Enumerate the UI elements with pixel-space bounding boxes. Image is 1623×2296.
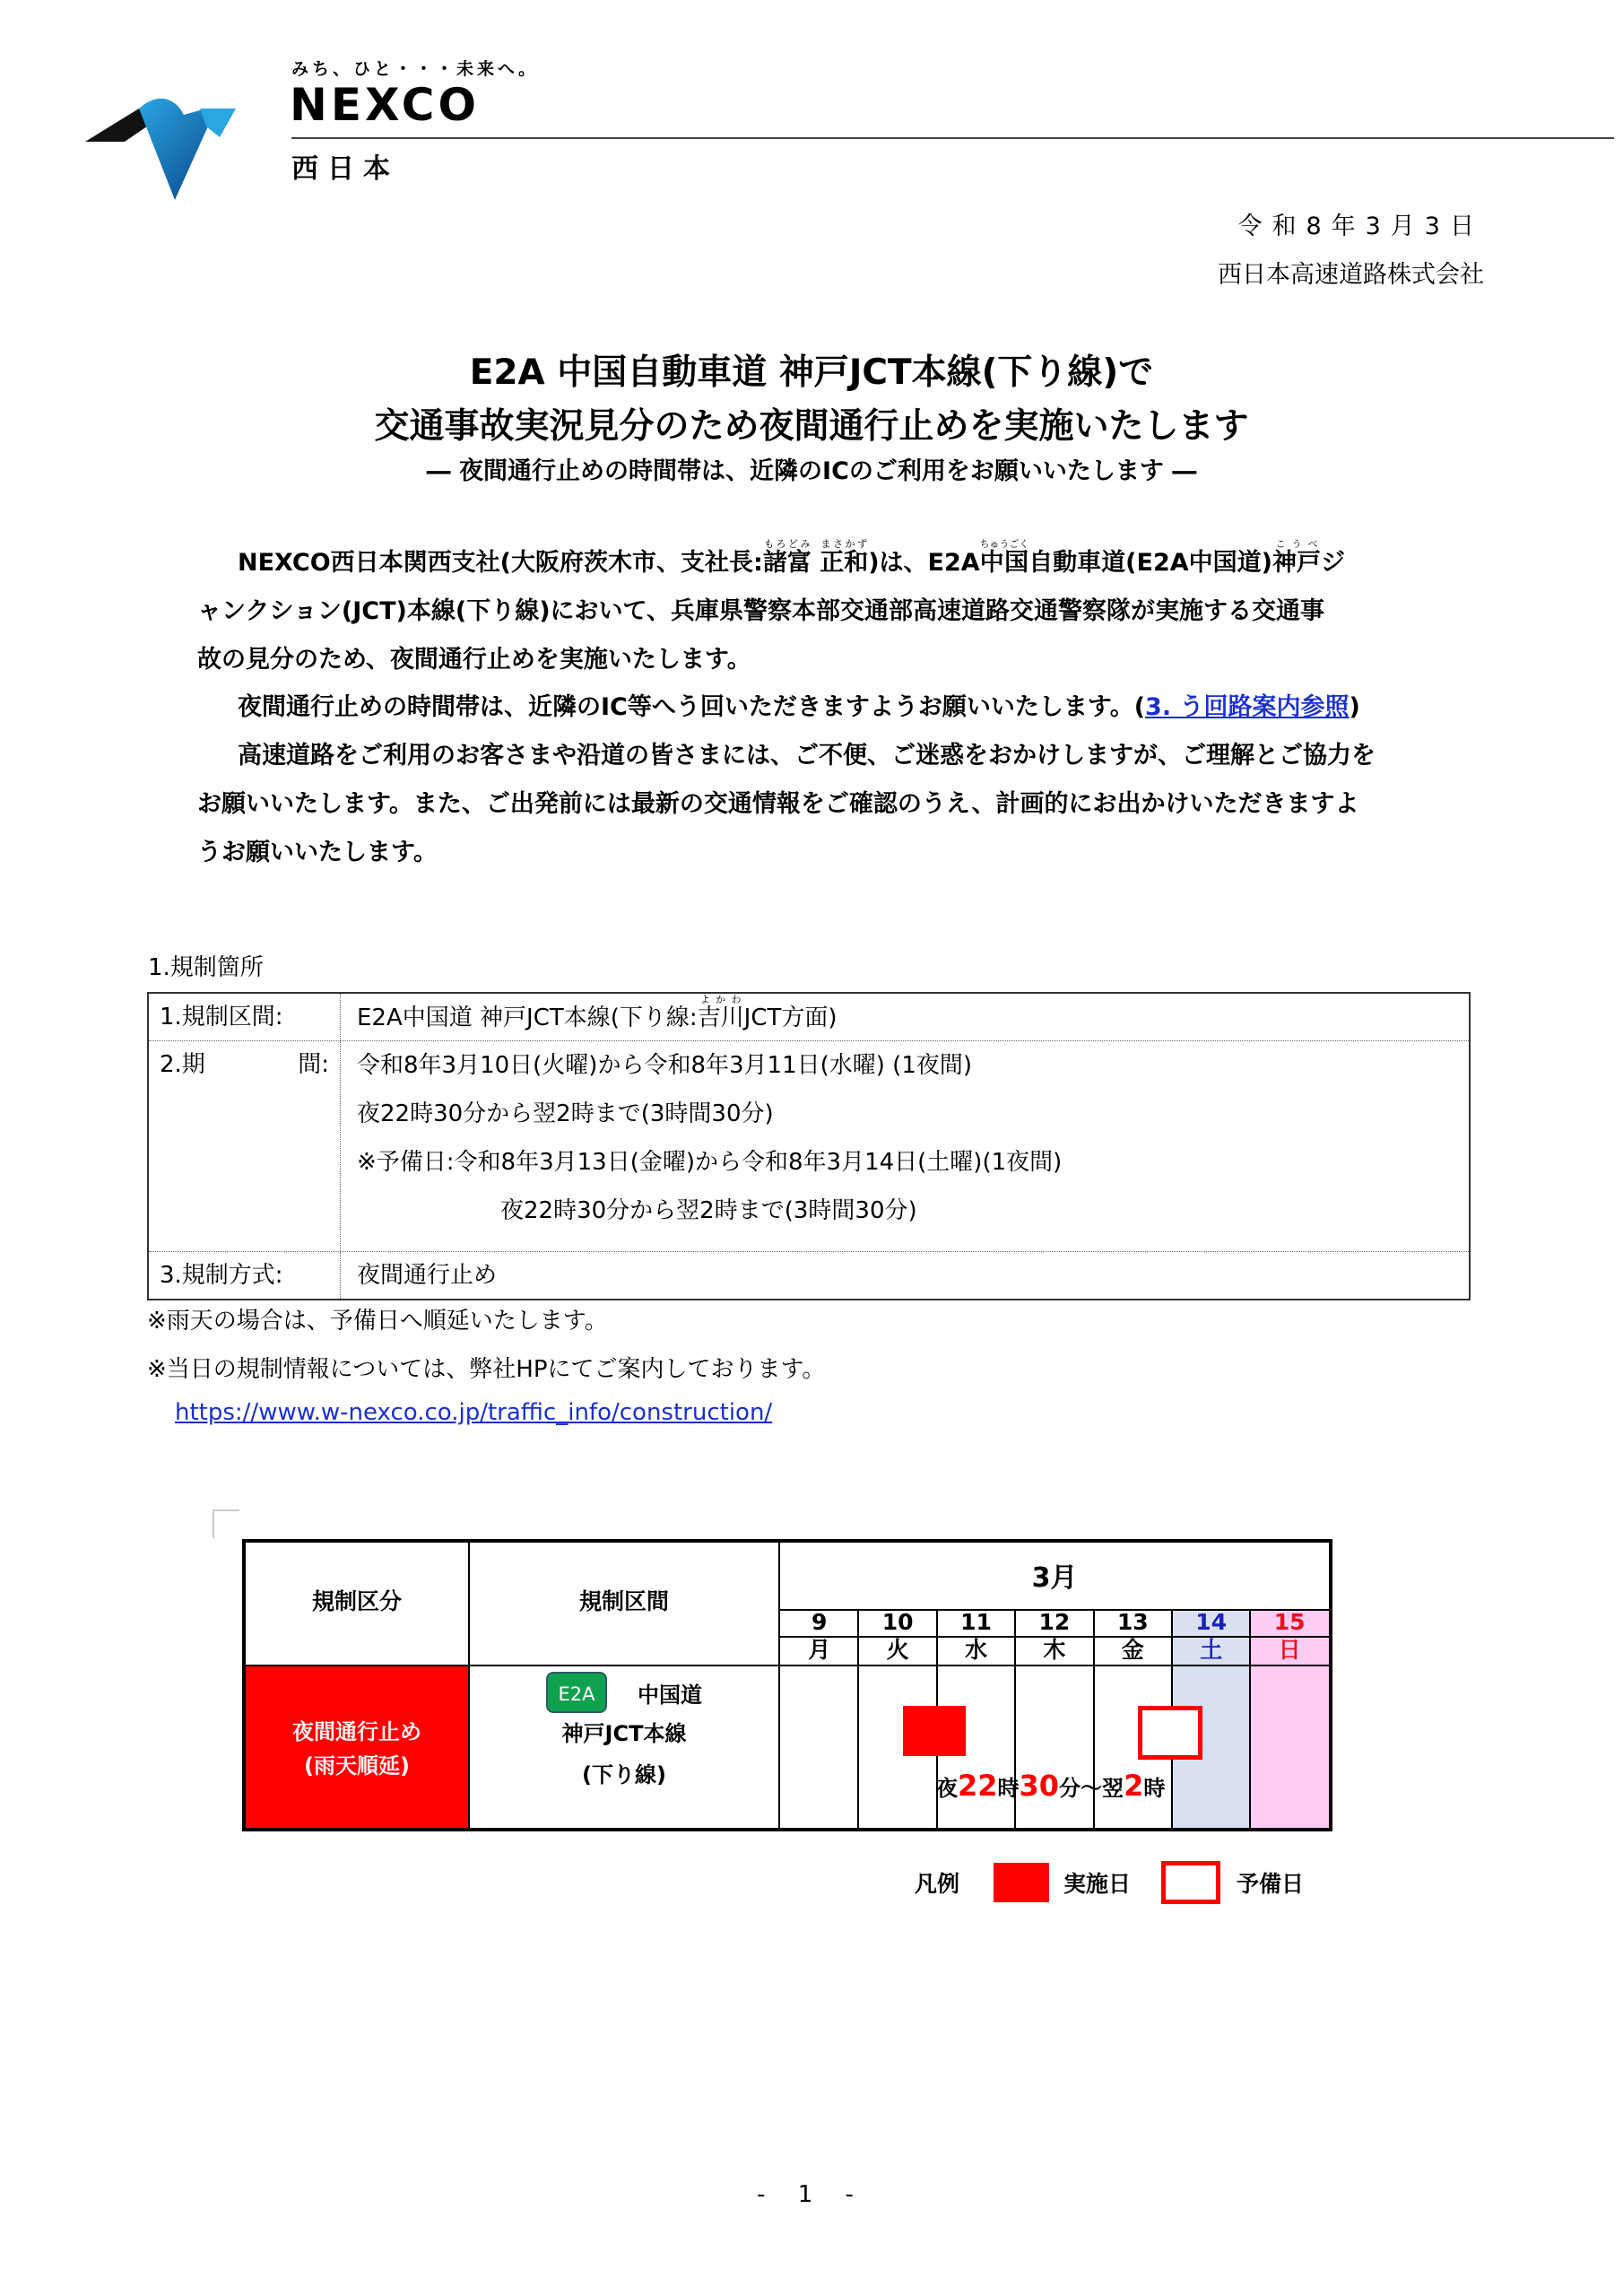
route-badge: E2A <box>546 1672 607 1713</box>
row-value <box>341 1041 1469 1251</box>
period-line-3: ※予備日:令和8年3月13日(金曜)から令和8年3月14日(土曜)(1夜間) <box>357 1149 1063 1176</box>
row-value: 夜間通行止め <box>357 1262 498 1289</box>
legend-implementation-swatch <box>994 1863 1049 1902</box>
period-line-2: 夜22時30分から翌2時まで(3時間30分) <box>357 1100 774 1127</box>
day-date: 10 <box>881 1609 914 1635</box>
row-label <box>149 994 341 1040</box>
day-weekday: 木 <box>1043 1637 1066 1663</box>
day-date: 14 <box>1195 1609 1228 1635</box>
day-weekday: 土 <box>1200 1637 1223 1663</box>
title-line-1: E2A 中国自動車道 神戸JCT本線(下り線)で <box>469 352 1154 393</box>
release-date: 令和8年3月3日 <box>1237 213 1484 240</box>
logo-brand: NEXCO <box>290 79 480 131</box>
furigana: こうべ <box>1272 538 1321 550</box>
furigana: よかわ <box>697 994 744 1005</box>
corner-mark <box>213 1509 239 1538</box>
section-label <box>470 1677 778 1796</box>
furigana: ちゅうごく <box>979 538 1029 550</box>
regulation-row-section <box>149 994 1469 1040</box>
paragraph-3-line-3: うお願いいたします。 <box>197 839 438 866</box>
label-text: 2.期 <box>160 1051 205 1078</box>
text: 自動車道(E2A中国道) <box>1028 549 1272 577</box>
row-label <box>149 1252 341 1299</box>
header-section: 規制区間 <box>578 1588 669 1614</box>
furigana: もろどみ <box>762 538 812 550</box>
company-name: 西日本高速道路株式会社 <box>1218 261 1484 289</box>
paragraph-1-line-3: 故の見分のため、夜間通行止めを実施いたします。 <box>197 646 751 674</box>
label-text: 1.規制区間: <box>160 1004 283 1031</box>
time-text: 時 <box>997 1776 1020 1801</box>
time-minute-start: 30 <box>1019 1769 1060 1803</box>
period-line-1: 令和8年3月10日(火曜)から令和8年3月11日(水曜) (1夜間) <box>357 1052 973 1079</box>
legend-reserve-label: 予備日 <box>1237 1871 1305 1897</box>
text: 神戸 <box>1272 549 1321 577</box>
title-line-2: 交通事故実況見分のため夜間通行止めを実施いたします <box>374 406 1249 447</box>
note-info: ※当日の規制情報については、弊社HPにてご案内しております。 <box>147 1356 826 1383</box>
implementation-day-mark <box>903 1706 966 1756</box>
ruby-moroudomi <box>762 538 812 577</box>
day-weekday: 月 <box>808 1637 831 1663</box>
day-date: 9 <box>811 1609 828 1635</box>
paragraph-3 <box>197 732 1471 877</box>
section-1-heading: 1.規制箇所 <box>148 954 264 981</box>
legend-implementation-label: 実施日 <box>1063 1871 1132 1897</box>
text: JCT方面) <box>743 1004 838 1031</box>
label-text: 間: <box>298 1051 329 1078</box>
text: NEXCO西日本関西支社(大阪府茨木市、支社長: <box>238 549 763 577</box>
text: 中国 <box>979 549 1029 577</box>
furigana: まさかず <box>820 538 869 550</box>
day-weekday: 日 <box>1278 1637 1301 1663</box>
day-weekday: 水 <box>964 1637 987 1663</box>
construction-info-link[interactable]: https://www.w-nexco.co.jp/traffic_info/construction/ <box>175 1399 773 1426</box>
nexco-logo-mark-icon <box>85 74 238 200</box>
ruby-masakazu <box>820 538 869 577</box>
schedule-chart <box>242 1539 1332 1831</box>
text: 諸富 <box>762 549 812 577</box>
category-label <box>246 1715 468 1783</box>
row-label <box>149 1041 341 1251</box>
grid-line <box>246 1665 1329 1666</box>
ruby-chugoku <box>979 538 1029 577</box>
ruby-yokawa <box>697 994 744 1031</box>
regulation-row-period <box>149 1040 1469 1251</box>
subtitle: ― 夜間通行止めの時間帯は、近隣のICのご利用をお願いいたします ― <box>426 457 1197 485</box>
day-date: 15 <box>1273 1609 1306 1635</box>
time-text: 夜 <box>936 1776 958 1801</box>
time-text: 時 <box>1143 1776 1166 1801</box>
paragraph-1 <box>197 538 1471 684</box>
section-line-3: (下り線) <box>582 1762 666 1787</box>
section-line-2: 神戸JCT本線 <box>561 1721 687 1746</box>
paragraph-1-line-1 <box>197 538 1471 587</box>
regulation-table <box>147 992 1471 1300</box>
row-value <box>341 994 1469 1040</box>
paragraph-2-text: 夜間通行止めの時間帯は、近隣のIC等へう回いただきますようお願いいたします。( <box>238 693 1146 721</box>
paragraph-2 <box>197 683 1471 732</box>
paragraph-2-close: ) <box>1349 693 1360 721</box>
reserve-day-mark <box>1138 1706 1202 1760</box>
day-date: 13 <box>1116 1609 1149 1635</box>
text: 吉川 <box>697 1004 744 1031</box>
category-line-1: 夜間通行止め <box>292 1719 421 1744</box>
time-hour-start: 22 <box>958 1769 998 1803</box>
label-text: 3.規制方式: <box>160 1262 283 1289</box>
time-range <box>936 1769 1165 1803</box>
legend-title: 凡例 <box>915 1871 960 1897</box>
legend-reserve-swatch <box>1161 1861 1220 1904</box>
logo-tagline: みち、ひと・・・未来へ。 <box>291 59 540 79</box>
category-line-2: (雨天順延) <box>304 1753 410 1779</box>
day-date: 11 <box>960 1609 992 1635</box>
paragraph-1-line-2: ャンクション(JCT)本線(下り線)において、兵庫県警察本部交通部高速道路交通警察隊が実施する交通事 <box>197 597 1325 625</box>
page-number: - 1 - <box>757 2181 866 2208</box>
paragraph-3-line-2: お願いいたします。また、ご出発前には最新の交通情報をご確認のうえ、計画的にお出かけいただきますよ <box>197 790 1359 818</box>
day-weekday: 火 <box>886 1637 909 1663</box>
day-weekday: 金 <box>1121 1637 1144 1663</box>
text: 正和 <box>820 549 869 577</box>
ruby-kobe <box>1272 538 1321 577</box>
header-category: 規制区分 <box>311 1588 402 1614</box>
route-name: 中国道 <box>638 1683 702 1708</box>
paragraph-3-line-1: 高速道路をご利用のお客さまや沿道の皆さまには、ご不便、ご迷惑をおかけしますが、ご理解とご協力を <box>238 742 1376 770</box>
header-divider <box>291 137 1614 139</box>
day-date: 12 <box>1038 1609 1071 1635</box>
text: E2A中国道 神戸JCT本線(下り線: <box>357 1004 698 1031</box>
detour-guide-link[interactable]: 3. う回路案内参照 <box>1145 693 1350 721</box>
text: ジ <box>1321 549 1345 577</box>
logo-subbrand: 西日本 <box>291 153 399 185</box>
regulation-row-method <box>149 1251 1469 1299</box>
text: )は、E2A <box>868 549 980 577</box>
time-text: 分～翌 <box>1059 1776 1124 1801</box>
header-month: 3月 <box>1031 1562 1078 1594</box>
note-rain: ※雨天の場合は、予備日へ順延いたします。 <box>147 1308 608 1335</box>
time-hour-end: 2 <box>1124 1769 1144 1803</box>
chart-legend <box>915 1862 1304 1903</box>
period-line-4: 夜22時30分から翌2時まで(3時間30分) <box>500 1197 917 1224</box>
